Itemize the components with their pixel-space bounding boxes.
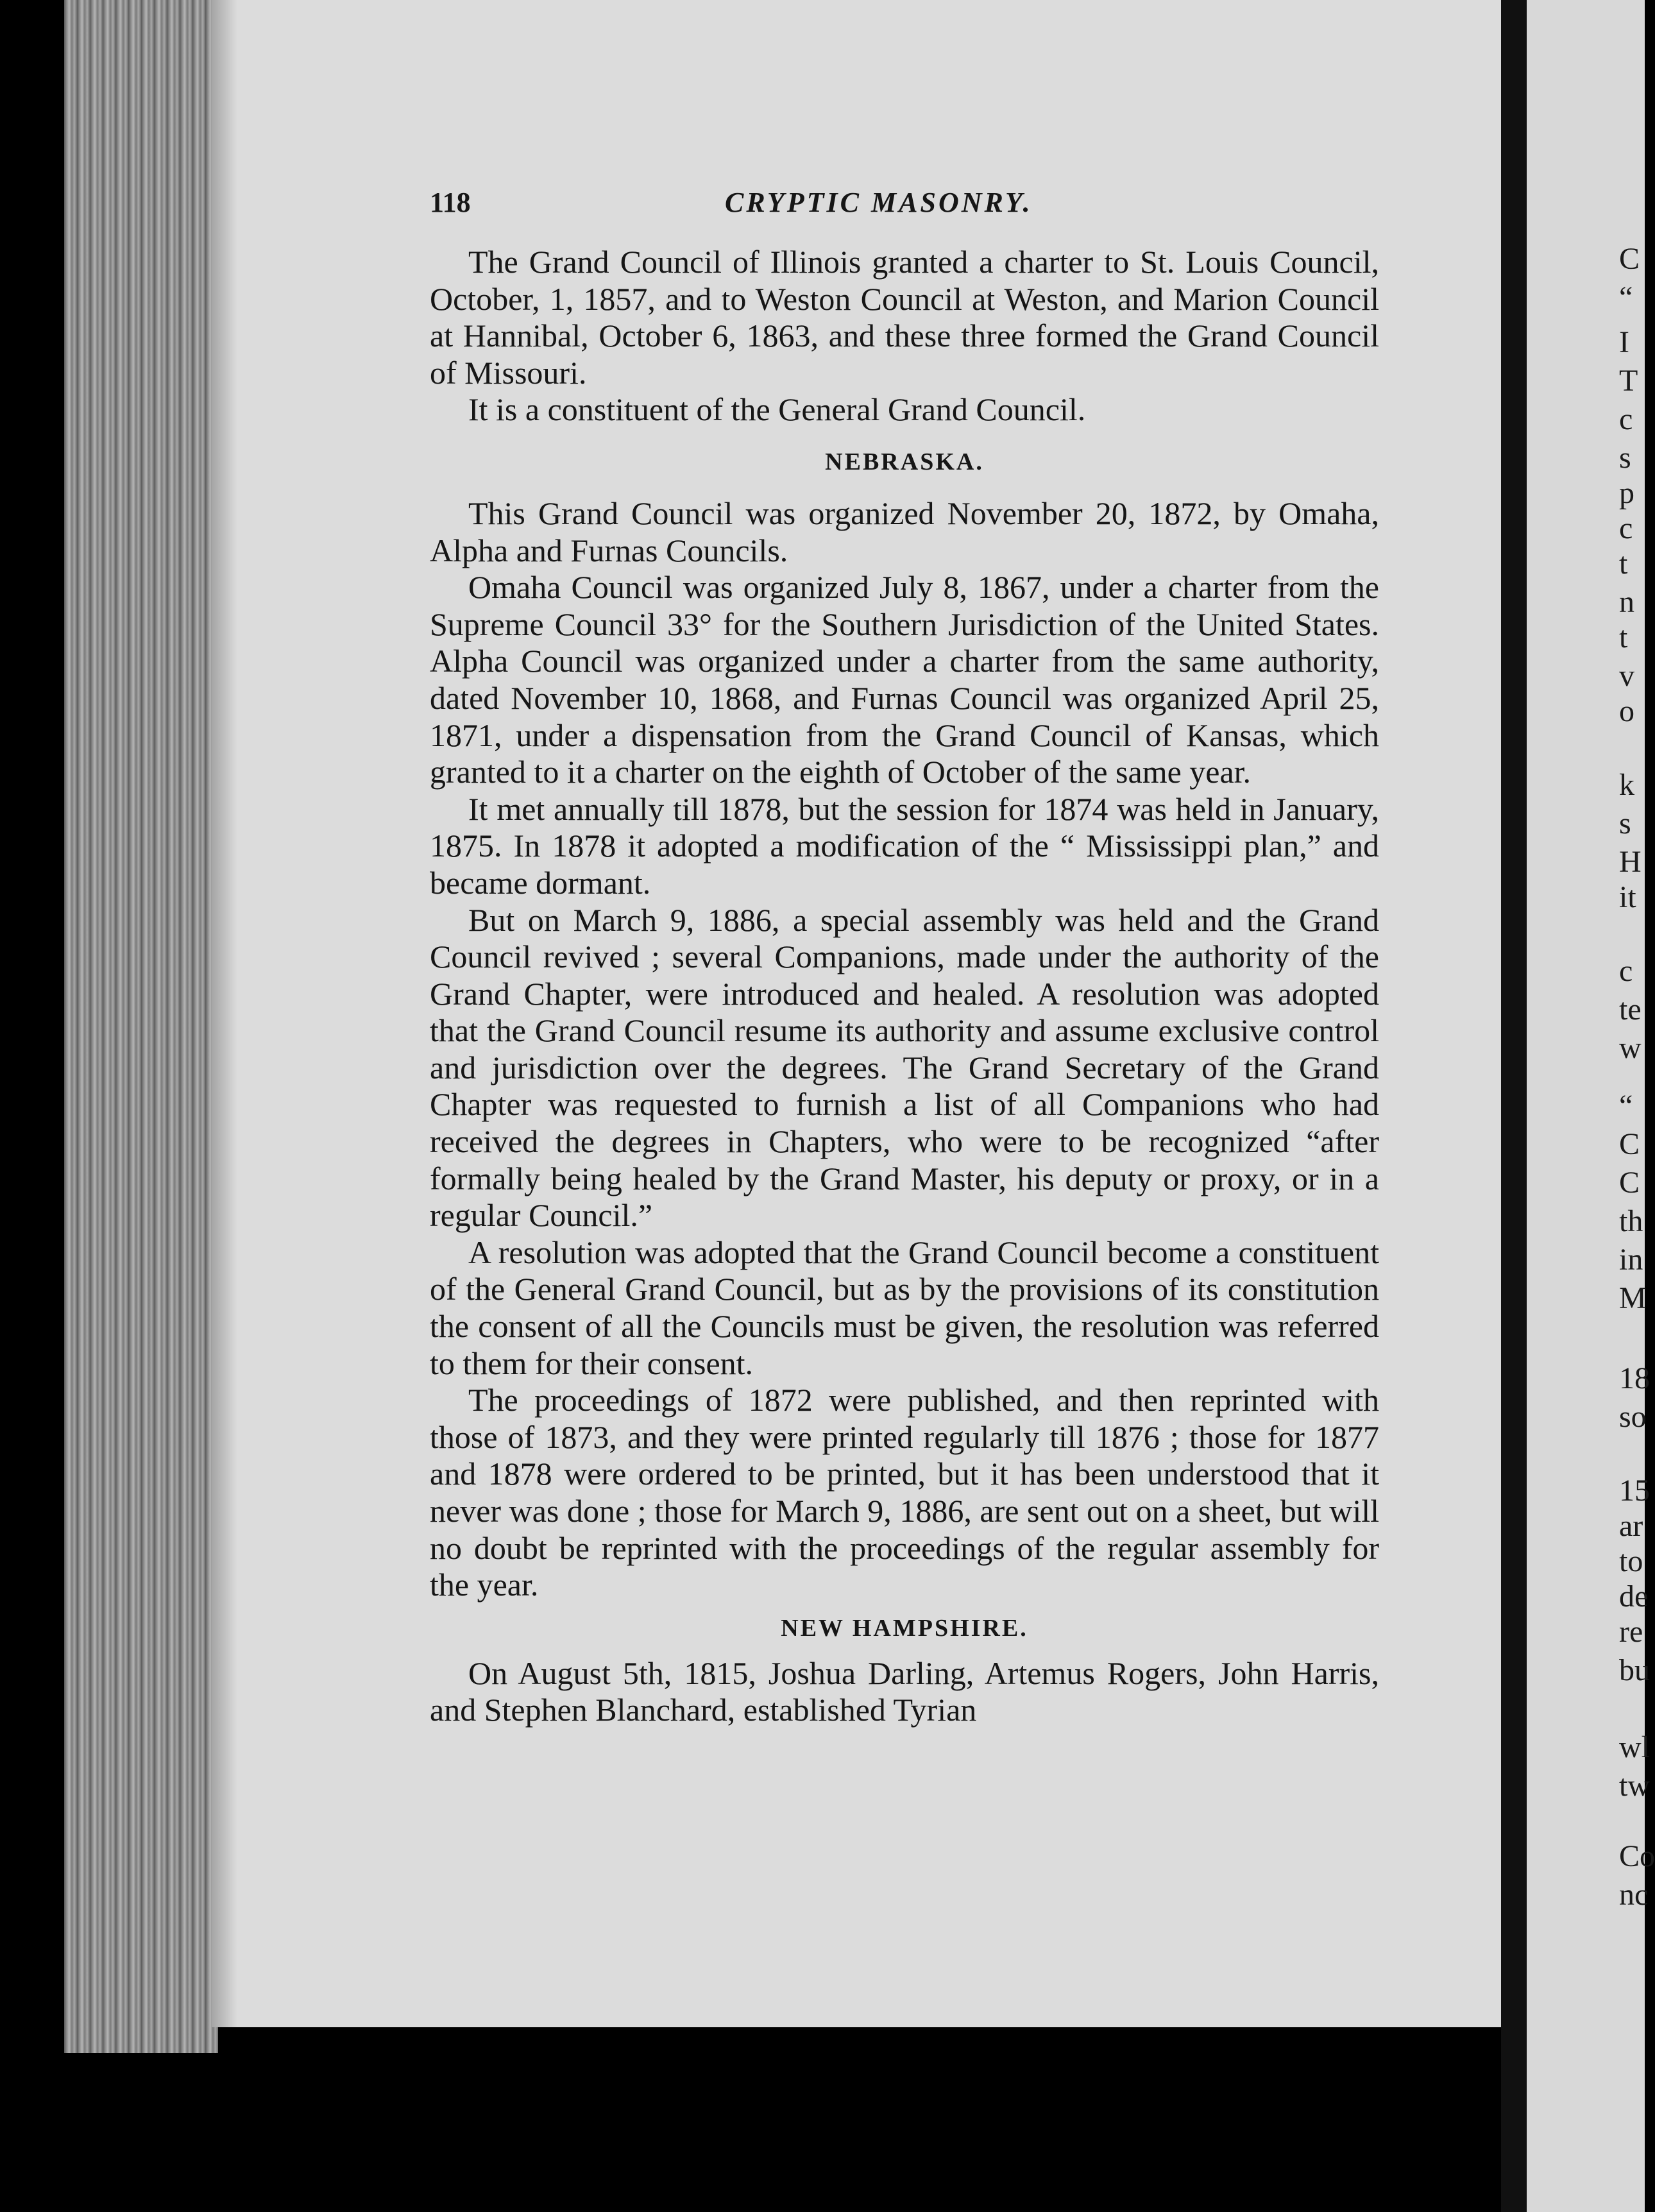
paragraph-resolution: A resolution was adopted that the Grand Council become a constituent of the General Grand Council, but as by the provisions of its constitution the consent of all the Councils must be given, the resolution was referred to them for their consent. xyxy=(430,1234,1379,1381)
facing-page-fragment: o xyxy=(1619,694,1634,728)
facing-page-fragment: s xyxy=(1619,806,1631,840)
facing-page-fragment: te xyxy=(1619,992,1642,1026)
page-text xyxy=(430,186,1379,1729)
facing-page-fragment: it xyxy=(1619,880,1636,914)
facing-page-fragment: w xyxy=(1619,1031,1642,1065)
facing-page-fragment: s xyxy=(1619,441,1631,475)
facing-page-fragment: c xyxy=(1619,511,1633,545)
paragraph-special-assembly: But on March 9, 1886, a special assembly was held and the Grand Council revived ; several Companions, made under the authority of the Grand Chapter, were introduced and healed. A resolution was adopted that the Grand Council resume its authority and assume exclusive control and jurisdiction over the degrees. The Grand Secretary of the Grand Chapter was requested to furnish a list of all Companions who had received the degrees in Chapters, who were to be recognized “after formally being healed by the Grand Master, his deputy or proxy, or in a regular Council.” xyxy=(430,901,1379,1234)
facing-page-fragment: bu xyxy=(1619,1653,1650,1687)
facing-page-fragment: 15 xyxy=(1619,1474,1650,1508)
facing-page-fragment: T xyxy=(1619,364,1638,398)
facing-page-fragment: C xyxy=(1619,242,1640,276)
facing-page-fragment: to xyxy=(1619,1544,1643,1578)
facing-page-fragment: wl xyxy=(1619,1730,1650,1764)
facing-page-fragment: tw xyxy=(1619,1769,1650,1803)
page-header xyxy=(430,186,1379,237)
facing-page-fragment: n xyxy=(1619,585,1634,619)
facing-page-fragment: v xyxy=(1619,659,1634,693)
facing-page-fragment: C xyxy=(1619,1166,1640,1200)
facing-page-fragment: c xyxy=(1619,402,1633,436)
paragraph-new-hampshire: On August 5th, 1815, Joshua Darling, Artemus Rogers, John Harris, and Stephen Blanchard, established Tyrian xyxy=(430,1655,1379,1728)
facing-page-fragment: ar xyxy=(1619,1509,1643,1543)
facing-page-fragment: 18 xyxy=(1619,1361,1650,1395)
facing-page-fragment: in xyxy=(1619,1243,1643,1277)
facing-page-fragment: C xyxy=(1619,1127,1640,1161)
page-number: 118 xyxy=(430,187,471,218)
facing-page-fragment: “ xyxy=(1619,1089,1633,1123)
facing-page-fragment: t xyxy=(1619,620,1628,654)
facing-page-fragment: c xyxy=(1619,954,1633,988)
paragraph-proceedings: The proceedings of 1872 were published, and then reprinted with those of 1873, and they were printed regularly till 1876 ; those for 1877 and 1878 were ordered to be printed, but it has been understood that it never was done ; those for March 9, 1886, are sent out on a sheet, but will no doubt be reprinted with the proceedings of the regular assembly for the year. xyxy=(430,1382,1379,1603)
paragraph-met-annually: It met annually till 1878, but the session for 1874 was held in January, 1875. In 1878 it adopted a modification of the “ Mississippi plan,” and became dormant. xyxy=(430,790,1379,901)
section-heading-new-hampshire: NEW HAMPSHIRE. xyxy=(781,1614,1028,1642)
facing-page-fragment: so xyxy=(1619,1400,1647,1434)
facing-page-fragment: nc xyxy=(1619,1878,1649,1912)
paragraph-illinois-charter: The Grand Council of Illinois granted a charter to St. Louis Council, October, 1, 1857, and to Weston Council at Weston, and Marion Council at Hannibal, October 6, 1863, and these three formed the Grand Council of Missouri. xyxy=(430,244,1379,391)
section-heading-nebraska: NEBRASKA. xyxy=(825,448,984,475)
paragraph-nebraska-organized: This Grand Council was organized November 20, 1872, by Omaha, Alpha and Furnas Councils. xyxy=(430,495,1379,568)
facing-page-fragment: “ xyxy=(1619,280,1633,314)
facing-page-fragment: M xyxy=(1619,1281,1647,1315)
paragraph-constituent: It is a constituent of the General Grand Council. xyxy=(468,391,1086,428)
facing-page-fragment: H xyxy=(1619,845,1642,879)
gutter-shadow xyxy=(212,0,237,2027)
facing-page-fragment: re xyxy=(1619,1615,1643,1649)
facing-page-fragment: I xyxy=(1619,325,1629,359)
facing-page-fragment: p xyxy=(1619,476,1634,510)
running-head: CRYPTIC MASONRY. xyxy=(725,187,1033,218)
facing-page-fragment: t xyxy=(1619,547,1628,581)
facing-page-fragment: th xyxy=(1619,1204,1643,1238)
facing-page-fragment: de xyxy=(1619,1579,1649,1613)
facing-page-fragment: Co xyxy=(1619,1839,1655,1873)
spine-gap xyxy=(1501,0,1527,2212)
page-edges xyxy=(64,0,218,2053)
facing-page-fragment: k xyxy=(1619,768,1634,802)
paragraph-omaha-council: Omaha Council was organized July 8, 1867, under a charter from the Supreme Council 33° for the Southern Jurisdiction of the United States. Alpha Council was organized under a charter from the same authority, dated November 10, 1868, and Furnas Council was organized April 25, 1871, under a dispensation from the Grand Council of Kansas, which granted to it a charter on the eighth of October of the same year. xyxy=(430,569,1379,790)
